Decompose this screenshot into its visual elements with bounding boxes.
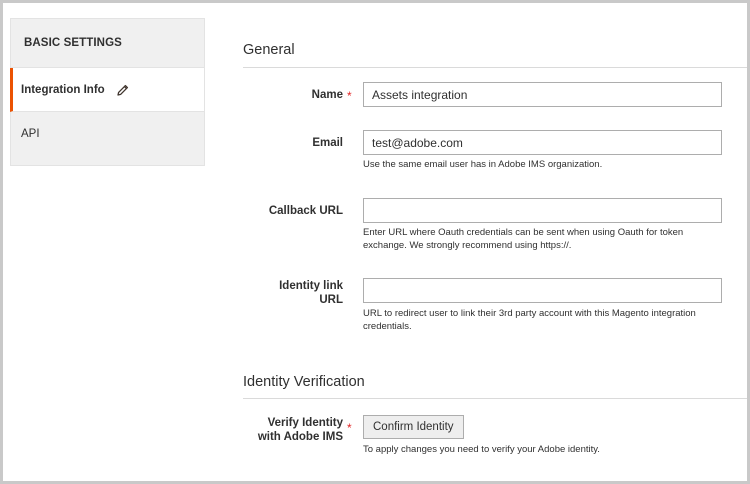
sidebar-item-label: Integration Info: [21, 83, 105, 96]
identity-link-url-hint: [363, 308, 733, 333]
identity-link-url-label: [243, 279, 343, 307]
hint-line: credentials.: [363, 320, 412, 332]
callback-url-input[interactable]: [363, 198, 722, 223]
email-input[interactable]: [363, 130, 722, 155]
identity-link-url-input[interactable]: [363, 278, 722, 303]
required-asterisk: *: [347, 89, 352, 103]
verify-identity-label: [243, 416, 343, 444]
hint-line: exchange. We strongly recommend using https://.: [363, 239, 572, 251]
name-label: Name: [311, 89, 343, 101]
sidebar: [10, 18, 205, 166]
label-line: Verify Identity: [267, 417, 343, 429]
section-title-general: General: [243, 42, 295, 58]
hint-line: Enter URL where Oauth credentials can be sent when using Oauth for token: [363, 227, 684, 238]
email-label: Email: [312, 137, 343, 149]
callback-url-hint: [363, 227, 723, 252]
verify-identity-hint: To apply changes you need to verify your Adobe identity.: [363, 444, 600, 455]
pencil-icon: [117, 84, 129, 96]
section-divider: [243, 67, 747, 68]
sidebar-header: BASIC SETTINGS: [10, 18, 205, 68]
name-input[interactable]: [363, 82, 722, 107]
hint-line: URL to redirect user to link their 3rd party account with this Magento integration: [363, 308, 696, 319]
label-line: URL: [319, 294, 343, 306]
email-hint: Use the same email user has in Adobe IMS organization.: [363, 159, 603, 170]
sidebar-item-integration-info[interactable]: [10, 68, 205, 112]
label-line: Identity link: [279, 280, 343, 292]
sidebar-item-label: API: [21, 128, 40, 140]
page-frame: [3, 3, 747, 481]
section-divider: [243, 398, 747, 399]
confirm-identity-button[interactable]: Confirm Identity: [363, 415, 464, 439]
section-title-identity-verification: Identity Verification: [243, 374, 365, 390]
required-asterisk: *: [347, 421, 352, 435]
sidebar-item-api[interactable]: [10, 112, 205, 166]
callback-url-label: Callback URL: [268, 205, 343, 217]
label-line: with Adobe IMS: [257, 431, 343, 443]
